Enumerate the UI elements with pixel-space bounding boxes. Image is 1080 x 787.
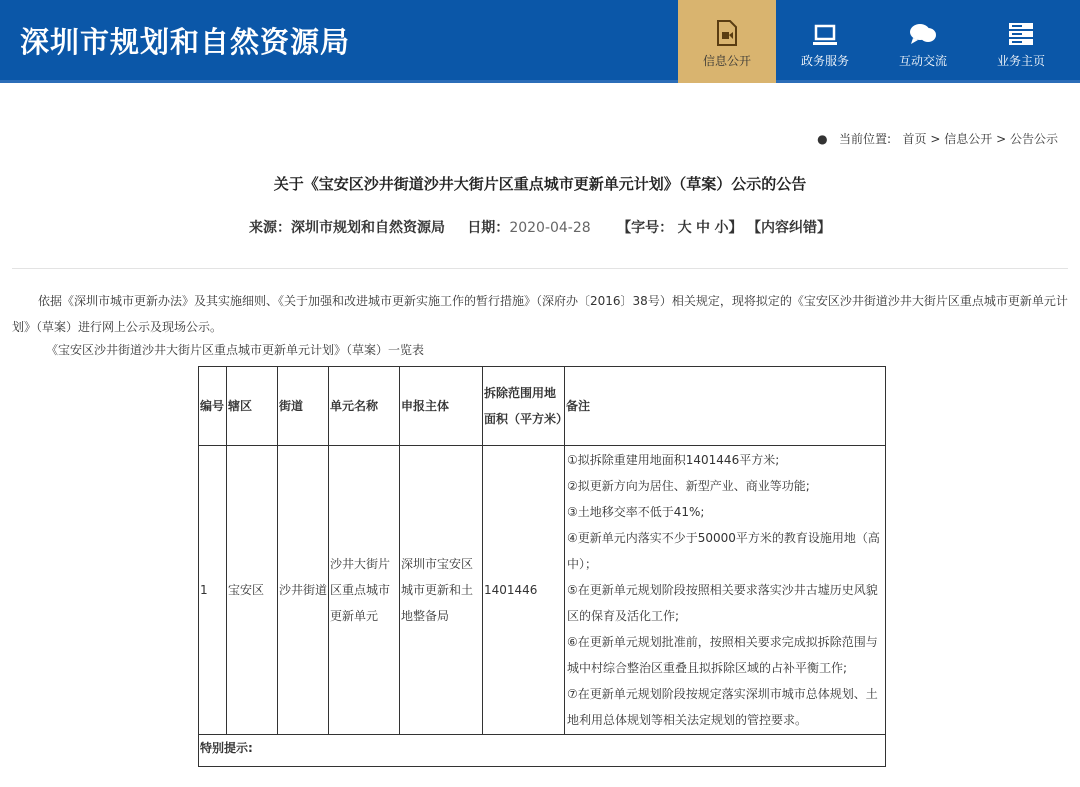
article-paragraph: 依据《深圳市城市更新办法》及其实施细则、《关于加强和改进城市更新实施工作的暂行措施》（深府办〔2016〕38号）相关规定，现将拟定的《宝安区沙井街道沙井大街片区重点城市更新单元计划》（草案）进行网上公示及现场公示。 (12, 294, 1068, 334)
nav-interaction[interactable]: 互动交流 (874, 0, 972, 83)
breadcrumb: ● 当前位置: 首页 > 信息公开 > 公告公示 (817, 132, 1058, 146)
nav-info-disclosure[interactable]: 信息公开 (678, 0, 776, 83)
table-row: 1 宝安区 沙井街道 沙井大街片区重点城市更新单元 深圳市宝安区城市更新和土地整备局 1401446 ①拟拆除重建用地面积1401446平方米; ②拟更新方向为居住、新型产业、商业等功能; ③土地移交率不低于41%; ④更新单元内落实不少于50000平方米的教育设施用地（高中）； ⑤在更新单元规划阶段按照相关要求落实沙井古墟历史风貌区的保育及活化工作; ⑥在更新单元规划批准前，按照相关要求完成拟拆除范围与城中村综合整治区重叠且拟拆除区域的占补平衡工作; ⑦在更新单元规划阶段按规定落实深圳市城市总体规划、土地利用总体规划等相关法定规划的管控要求。 (199, 446, 886, 735)
site-logo[interactable]: 深圳市规划和自然资源局 (20, 25, 351, 59)
nav-business-home[interactable]: 业务主页 (972, 0, 1070, 83)
content-correction-link[interactable]: 【内容纠错】 (746, 220, 831, 236)
page-title: 关于《宝安区沙井街道沙井大街片区重点城市更新单元计划》（草案）公示的公告 (273, 175, 807, 193)
table-caption: 《宝安区沙井街道沙井大街片区重点城市更新单元计划》（草案）一览表 (46, 343, 425, 357)
document-video-icon (678, 0, 776, 46)
font-large-button[interactable]: 大 (677, 220, 692, 236)
date: 2020-04-28 (509, 220, 591, 236)
article-meta: 来源：深圳市规划和自然资源局 日期：2020-04-28 【字号： 大 中 小】 【内容纠错】 (249, 220, 831, 236)
font-small-button[interactable]: 小 (714, 220, 729, 236)
special-note-row: 特别提示: (199, 735, 886, 767)
site-header (0, 0, 1080, 83)
table-header-row: 编号 辖区 街道 单元名称 申报主体 拆除范围用地面积（平方米） 备注 (199, 367, 886, 446)
laptop-icon (776, 0, 874, 46)
nav-gov-services[interactable]: 政务服务 (776, 0, 874, 83)
source: 来源：深圳市规划和自然资源局 (249, 220, 446, 236)
server-icon (972, 0, 1070, 46)
location-pin-icon: ● (817, 132, 828, 146)
chat-bubbles-icon (874, 0, 972, 46)
breadcrumb-info[interactable]: 信息公开 (944, 132, 993, 146)
breadcrumb-notices[interactable]: 公告公示 (1009, 132, 1058, 146)
breadcrumb-home[interactable]: 首页 (902, 132, 927, 146)
font-medium-button[interactable]: 中 (696, 220, 711, 236)
divider (12, 268, 1068, 269)
renewal-plan-table (198, 366, 886, 767)
notes-cell: ①拟拆除重建用地面积1401446平方米; ②拟更新方向为居住、新型产业、商业等功能; ③土地移交率不低于41%; ④更新单元内落实不少于50000平方米的教育设施用地（高中）； ⑤在更新单元规划阶段按照相关要求落实沙井古墟历史风貌区的保育及活化工作; ⑥在更新单元规划批准前，按照相关要求完成拟拆除范围与城中村综合整治区重叠且拟拆除区域的占补平衡工作; ⑦在更新单元规划阶段按规定落实深圳市城市总体规划、土地利用总体规划等相关法定规划的管控要求。 (565, 446, 886, 735)
